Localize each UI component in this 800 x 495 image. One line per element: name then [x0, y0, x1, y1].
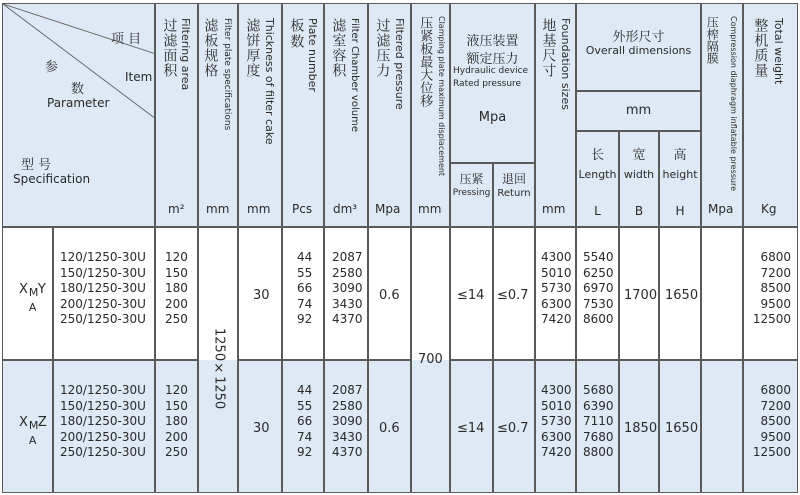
- length-cn: 长: [590, 148, 604, 163]
- header-overall: [576, 3, 701, 91]
- group-a-pressure-value: 0.6: [379, 288, 400, 303]
- filtered-pressure-unit: Mpa: [375, 202, 401, 216]
- header-foundation: [535, 3, 576, 227]
- group-b-pressure: [368, 360, 411, 493]
- group-b-area-list: 120 150 180 200 250: [165, 383, 188, 460]
- header-clamping-displacement: [411, 3, 450, 227]
- header-filtering-area: [155, 3, 198, 227]
- param-label-cn-2: 数: [71, 82, 85, 97]
- group-b-model-list: 120/1250-30U 150/1250-30U 180/1250-30U 200/1250-30U 250/1250-30U: [60, 383, 146, 460]
- hydraulic-cn-1: 液压装置: [466, 34, 519, 49]
- group-b-pressing-value: ≤14: [457, 421, 485, 436]
- group-a-cake: [238, 227, 282, 360]
- return-cn: 退回: [501, 172, 526, 186]
- group-a-volume-list: 2087 2580 3090 3430 4370: [332, 250, 363, 327]
- group-b-return-value: ≤0.7: [497, 421, 529, 436]
- group-b-plates: [282, 360, 324, 493]
- pressing-en: Pressing: [452, 188, 491, 198]
- group-a-pressure: [368, 227, 411, 360]
- filtering-area-cn: 过滤面积: [161, 18, 178, 78]
- overall-cn: 外形尺寸: [612, 30, 665, 45]
- width-cn: 宽: [632, 148, 646, 163]
- overall-unit: mm: [625, 103, 652, 118]
- filter-plate-en: Filter plate specifications: [221, 18, 232, 131]
- diaphragm-unit: Mpa: [708, 202, 734, 216]
- height-sym: H: [675, 204, 685, 218]
- item-label-cn: 项 目: [111, 32, 142, 47]
- diaphragm-en: Compression diaphragm inflatable pressure: [728, 16, 738, 192]
- chamber-volume-unit: dm³: [333, 202, 358, 216]
- header-plate-number: [282, 3, 324, 227]
- group-b-foundation-list: 4300 5010 5730 6300 7420: [541, 383, 572, 460]
- group-b-weight-list: 6800 7200 8500 9500 12500: [752, 383, 791, 460]
- group-a-height-value: 1650: [665, 288, 699, 303]
- hydraulic-en-2: Rated pressure: [453, 79, 522, 89]
- chamber-volume-cn: 滤室容积: [330, 18, 347, 78]
- item-label-en: Item: [125, 70, 153, 84]
- corner-header: [2, 3, 155, 227]
- group-a-models: [53, 227, 155, 360]
- header-height: [659, 131, 701, 227]
- group-a-height: [659, 227, 701, 360]
- group-a-weight-list: 6800 7200 8500 9500 12500: [752, 250, 791, 327]
- header-diaphragm: [701, 3, 743, 227]
- group-b-width-value: 1850: [624, 421, 658, 436]
- group-a-return: [493, 227, 535, 360]
- pressing-cn: 压紧: [459, 172, 484, 186]
- header-length: [576, 131, 619, 227]
- plate-spec-value: 1250×1250: [211, 328, 227, 410]
- group-b-area: [155, 360, 198, 493]
- group-b-volume: [324, 360, 368, 493]
- foundation-cn: 地基尺寸: [540, 18, 557, 78]
- clamping-cn: 压紧板最大位移: [417, 16, 433, 107]
- foundation-unit: mm: [542, 202, 566, 216]
- weight-cn: 整机质量: [752, 18, 769, 78]
- length-sym: L: [594, 204, 601, 218]
- group-a-length-list: 5540 6250 6970 7530 8600: [583, 250, 614, 327]
- height-en: height: [662, 168, 698, 181]
- group-b-width: [619, 360, 659, 493]
- shared-plate-spec: [198, 227, 238, 493]
- cake-unit: mm: [247, 202, 271, 216]
- diaphragm-cn: 压榨隔膜: [705, 16, 720, 64]
- weight-unit: Kg: [761, 202, 777, 216]
- filtered-pressure-en: Filtered pressure: [393, 18, 407, 110]
- header-chamber-volume: [324, 3, 368, 227]
- hydraulic-cn-2: 额定压力: [466, 52, 519, 67]
- chamber-volume-en: Filter Chamber volume: [349, 18, 360, 132]
- group-b-label: [2, 360, 53, 493]
- param-label-cn-1: 参: [45, 60, 59, 75]
- filtering-area-en: Filtering area: [179, 18, 193, 91]
- group-b-diaphragm: [701, 360, 743, 493]
- return-en: Return: [497, 188, 531, 199]
- param-label-en: Parameter: [47, 96, 110, 110]
- group-a-model-list: 120/1250-30U 150/1250-30U 180/1250-30U 200/1250-30U 250/1250-30U: [60, 250, 146, 327]
- group-b-weight: [743, 360, 798, 493]
- group-b-height-value: 1650: [665, 421, 699, 436]
- header-return: [493, 163, 535, 227]
- group-a-plates: [282, 227, 324, 360]
- group-a-area: [155, 227, 198, 360]
- height-cn: 高: [673, 148, 687, 163]
- header-hydraulic: [450, 3, 535, 163]
- filter-plate-unit: mm: [206, 202, 230, 216]
- group-b-cake: [238, 360, 282, 493]
- group-b-height: [659, 360, 701, 493]
- group-b-pressure-value: 0.6: [379, 421, 400, 436]
- group-a-cake-value: 30: [253, 288, 270, 303]
- group-b-length-list: 5680 6390 7110 7680 8800: [583, 383, 614, 460]
- group-a-pressing-value: ≤14: [457, 288, 485, 303]
- plate-number-cn: 板数: [288, 18, 305, 50]
- group-a-diaphragm: [701, 227, 743, 360]
- header-filter-plate: [198, 3, 238, 227]
- group-b-pressing: [450, 360, 493, 493]
- group-a-width-value: 1700: [624, 288, 658, 303]
- filter-plate-cn: 滤板规格: [202, 18, 219, 78]
- width-sym: B: [634, 204, 644, 218]
- group-a-volume: [324, 227, 368, 360]
- shared-clamping: [411, 227, 450, 493]
- group-a-width: [619, 227, 659, 360]
- header-overall-unit: [576, 91, 701, 131]
- plate-number-unit: Pcs: [292, 202, 313, 216]
- group-b-models: [53, 360, 155, 493]
- group-b-volume-list: 2087 2580 3090 3430 4370: [332, 383, 363, 460]
- width-en: width: [623, 168, 655, 181]
- overall-en: Overall dimensions: [585, 44, 692, 57]
- group-a-return-value: ≤0.7: [497, 288, 529, 303]
- group-a-pressing: [450, 227, 493, 360]
- group-b-cake-value: 30: [253, 421, 270, 436]
- hydraulic-en-1: Hydraulic device: [453, 66, 529, 76]
- plate-number-en: Plate number: [306, 18, 320, 92]
- group-a-area-list: 120 150 180 200 250: [165, 250, 188, 327]
- header-filtered-pressure: [368, 3, 411, 227]
- header-pressing: [450, 163, 493, 227]
- filtered-pressure-cn: 过滤压力: [374, 18, 391, 78]
- foundation-en: Foundation sizes: [559, 18, 573, 110]
- group-b-model-code: X M A Z: [19, 415, 47, 447]
- filtering-area-unit: m²: [168, 202, 185, 216]
- model-label-en: Specification: [13, 172, 91, 186]
- cake-en: Thickness of filter cake: [263, 18, 277, 145]
- spec-table: [2, 3, 798, 493]
- group-a-label: [2, 227, 53, 360]
- cake-cn: 滤饼厚度: [244, 18, 261, 78]
- group-a-length: [576, 227, 619, 360]
- group-b-length: [576, 360, 619, 493]
- header-width: [619, 131, 659, 227]
- clamping-value: 700: [418, 352, 443, 367]
- weight-en: Total weight: [772, 18, 786, 85]
- group-a-plates-list: 44 55 66 74 92: [297, 250, 313, 327]
- length-en: Length: [578, 168, 617, 181]
- group-a-foundation: [535, 227, 576, 360]
- group-a-foundation-list: 4300 5010 5730 6300 7420: [541, 250, 572, 327]
- hydraulic-unit: Mpa: [478, 110, 507, 125]
- header-cake-thickness: [238, 3, 282, 227]
- group-a-model-code: X M A Y: [19, 282, 46, 314]
- clamping-en: Clamping plate maximum displacement: [436, 16, 446, 177]
- group-b-plates-list: 44 55 66 74 92: [297, 383, 313, 460]
- group-b-return: [493, 360, 535, 493]
- model-label-cn: 型 号: [21, 158, 52, 173]
- clamping-unit: mm: [418, 202, 442, 216]
- group-b-foundation: [535, 360, 576, 493]
- header-weight: [743, 3, 798, 227]
- group-a-weight: [743, 227, 798, 360]
